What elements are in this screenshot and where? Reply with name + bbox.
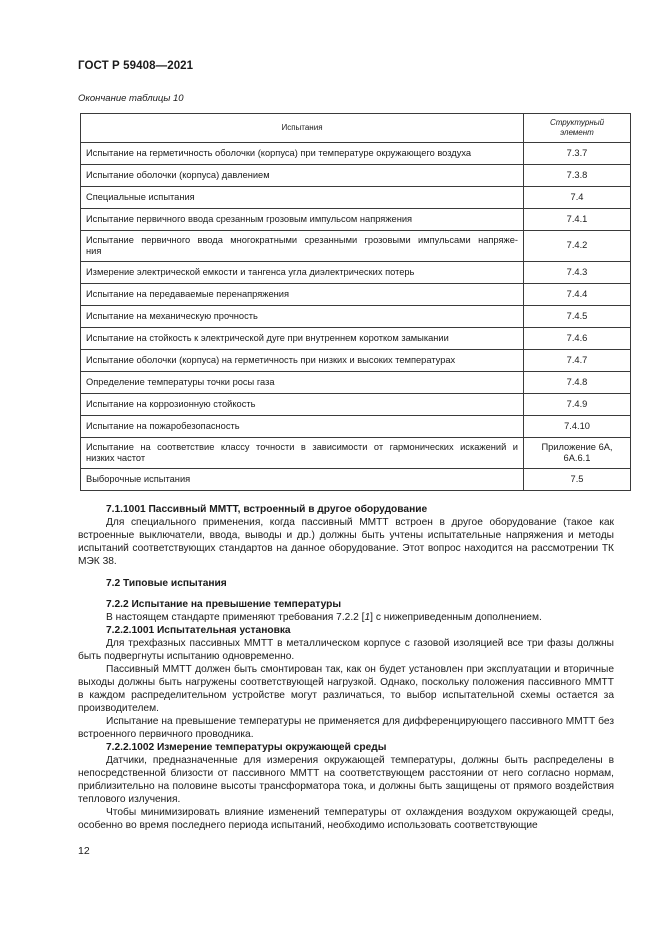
- paragraph: Для специального применения, когда пассивный ММТТ встроен в другое оборудование (такое как встроенные выключатели, ввода, выводы и др.) должны быть учтены испытательные напряжения и методы испытаний соответствующих стандартов на данное оборудование. Этот вопрос находится на рассмотрении ТК МЭК 38.: [78, 517, 614, 567]
- test-cell-line2: низких частот: [86, 453, 146, 463]
- element-cell: 7.4: [524, 187, 631, 209]
- test-cell: Испытание на стойкость к электрической дуге при внутреннем коротком замыкании: [81, 328, 524, 350]
- column-header-element-line2: элемент: [560, 128, 594, 137]
- test-cell: Специальные испытания: [81, 187, 524, 209]
- section-heading: 7.2.2 Испытание на превышение температуры: [106, 599, 342, 610]
- element-cell: 7.4.1: [524, 209, 631, 231]
- element-cell: 7.4.9: [524, 394, 631, 416]
- table-row: [81, 394, 631, 416]
- table-row: [81, 209, 631, 231]
- table-row: [81, 372, 631, 394]
- section-heading: 7.2 Типовые испытания: [106, 578, 227, 589]
- table-row: [81, 165, 631, 187]
- column-header-element-line1: Структурный: [549, 118, 605, 127]
- paragraph: Датчики, предназначенные для измерения окружающей температуры, должны быть распределены в непосредственной близости от пассивного ММТТ на соответствующем расстоянии от него согласно нормам, приблизительно на половине высоты трансформатора тока, и должны быть защищены от прямого воздействия теплового излучения.: [78, 755, 614, 805]
- table-row: [81, 306, 631, 328]
- test-cell: Выборочные испытания: [81, 469, 524, 491]
- section-7-1-1001: [78, 503, 614, 568]
- section-7-2-2: [78, 598, 614, 832]
- test-cell-line1: Испытание на соответствие классу точности в зависимости от гармонических искажений и: [86, 441, 518, 452]
- test-cell: [81, 438, 524, 469]
- test-cell: Испытание на коррозионную стойкость: [81, 394, 524, 416]
- paragraph: Чтобы минимизировать влияние изменений температуры от охлаждения воздухом окружающей среды, особенно во время последнего периода испытаний, необходимо использовать соответствующие: [78, 807, 614, 831]
- element-cell: 7.4.6: [524, 328, 631, 350]
- test-cell: Испытание на герметичность оболочки (корпуса) при температуре окружающего воздуха: [81, 143, 524, 165]
- table-header-row: [81, 114, 631, 143]
- element-cell: 7.4.3: [524, 262, 631, 284]
- table-row: [81, 143, 631, 165]
- element-cell: 7.4.7: [524, 350, 631, 372]
- standard-id: ГОСТ Р 59408—2021: [78, 60, 194, 72]
- test-cell: Испытание на передаваемые перенапряжения: [81, 284, 524, 306]
- table-row: [81, 231, 631, 262]
- paragraph: Испытание на превышение температуры не применяется для дифференцирующего пассивного ММТТ без встроенного первичного проводника.: [78, 716, 614, 740]
- table-row: [81, 438, 631, 469]
- section-heading: 7.2.2.1002 Измерение температуры окружающей среды: [106, 742, 387, 753]
- element-cell: 7.4.5: [524, 306, 631, 328]
- section-7-2: [78, 577, 614, 590]
- paragraph-text-end: ] с нижеприведенным дополнением.: [370, 612, 542, 623]
- test-cell: Испытание первичного ввода срезанным грозовым импульсом напряжения: [81, 209, 524, 231]
- test-cell: Испытание на пожаробезопасность: [81, 416, 524, 438]
- test-cell: [81, 231, 524, 262]
- test-cell: Испытание на механическую прочность: [81, 306, 524, 328]
- column-header-test: Испытания: [81, 114, 524, 143]
- element-cell: 7.4.10: [524, 416, 631, 438]
- table-row: [81, 187, 631, 209]
- element-cell: 7.3.7: [524, 143, 631, 165]
- test-cell: Определение температуры точки росы газа: [81, 372, 524, 394]
- element-cell-line1: Приложение 6А,: [541, 441, 613, 452]
- column-header-element: [524, 114, 631, 143]
- paragraph: Пассивный ММТТ должен быть смонтирован так, как он будет установлен при эксплуатации и вторичные выходы должны быть нагружены соответствующей нагрузкой. Однако, поскольку положения пассивного ММТТ в каждом распределительном устройстве могут различаться, то выбор испытательной схемы остается за производителем.: [78, 664, 614, 714]
- element-cell: 7.5: [524, 469, 631, 491]
- table-caption: Окончание таблицы 10: [78, 93, 184, 104]
- test-cell: Испытание оболочки (корпуса) на герметичность при низких и высоких температурах: [81, 350, 524, 372]
- test-cell-line2: ния: [86, 246, 102, 256]
- table-row: [81, 416, 631, 438]
- element-cell: 7.4.2: [524, 231, 631, 262]
- test-cell-line1: Испытание первичного ввода многократными срезанными грозовыми импульсами напряже-: [86, 234, 518, 245]
- paragraph: [78, 611, 614, 624]
- table-row: [81, 262, 631, 284]
- element-cell-line2: 6А.6.1: [563, 453, 591, 463]
- element-cell: [524, 438, 631, 469]
- table-row: [81, 328, 631, 350]
- section-heading: 7.2.2.1001 Испытательная установка: [106, 625, 291, 636]
- table-row: [81, 350, 631, 372]
- paragraph-text-start: В настоящем стандарте применяют требования 7.2.2 [: [106, 612, 365, 623]
- page-number: 12: [78, 845, 90, 857]
- test-cell: Испытание оболочки (корпуса) давлением: [81, 165, 524, 187]
- element-cell: 7.3.8: [524, 165, 631, 187]
- element-cell: 7.4.8: [524, 372, 631, 394]
- section-heading: 7.1.1001 Пассивный ММТТ, встроенный в другое оборудование: [106, 504, 428, 515]
- test-cell: Измерение электрической емкости и тангенса угла диэлектрических потерь: [81, 262, 524, 284]
- table-row: [81, 469, 631, 491]
- table-row: [81, 284, 631, 306]
- bibliography-reference: 1: [364, 612, 371, 623]
- tests-table: [80, 113, 631, 491]
- paragraph: Для трехфазных пассивных ММТТ в металлическом корпусе с газовой изоляцией все три фазы должны быть подвергнуты испытанию одновременно.: [78, 638, 614, 662]
- element-cell: 7.4.4: [524, 284, 631, 306]
